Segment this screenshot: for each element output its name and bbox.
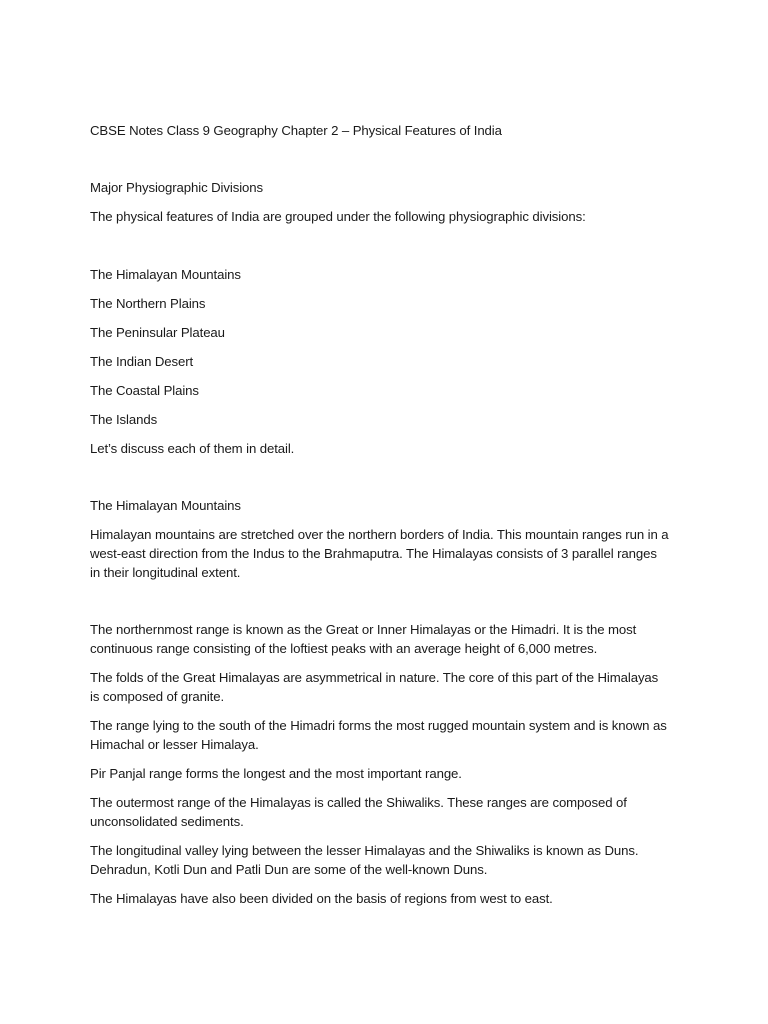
division-item: The Himalayan Mountains xyxy=(90,267,241,282)
paragraph: The Himalayas have also been divided on the basis of regions from west to east. xyxy=(90,891,553,906)
division-item: The Coastal Plains xyxy=(90,383,199,398)
paragraph: The folds of the Great Himalayas are asymmetrical in nature. The core of this part of the Himalayas is composed of granite. xyxy=(90,670,659,704)
paragraph: The northernmost range is known as the Great or Inner Himalayas or the Himadri. It is the most continuous range consisting of the loftiest peaks with an average height of 6,000 metres. xyxy=(90,622,637,656)
paragraph: Pir Panjal range forms the longest and the most important range. xyxy=(90,766,462,781)
section-heading-himalayan-mountains: The Himalayan Mountains xyxy=(90,498,241,513)
paragraph: The range lying to the south of the Himadri forms the most rugged mountain system and is known as Himachal or lesser Himalaya. xyxy=(90,718,667,752)
division-item: The Peninsular Plateau xyxy=(90,325,225,340)
paragraph: The longitudinal valley lying between the lesser Himalayas and the Shiwaliks is known as Duns. Dehradun, Kotli Dun and Patli Dun are some of the well-known Duns. xyxy=(90,843,639,877)
section-heading-physiographic-divisions: Major Physiographic Divisions xyxy=(90,180,264,195)
section-intro: The physical features of India are grouped under the following physiographic divisions: xyxy=(90,209,586,224)
document-body xyxy=(90,121,670,908)
division-item: The Islands xyxy=(90,412,158,427)
section-outro: Let’s discuss each of them in detail. xyxy=(90,441,295,456)
paragraph: Himalayan mountains are stretched over the northern borders of India. This mountain ranges run in a west-east direction from the Indus to the Brahmaputra. The Himalayas consists of 3 parallel ranges in their longitudinal extent. xyxy=(90,527,669,580)
division-item: The Indian Desert xyxy=(90,354,194,369)
paragraph: The outermost range of the Himalayas is called the Shiwaliks. These ranges are composed of unconsolidated sediments. xyxy=(90,795,627,829)
division-item: The Northern Plains xyxy=(90,296,206,311)
document-title: CBSE Notes Class 9 Geography Chapter 2 – Physical Features of India xyxy=(90,123,502,138)
